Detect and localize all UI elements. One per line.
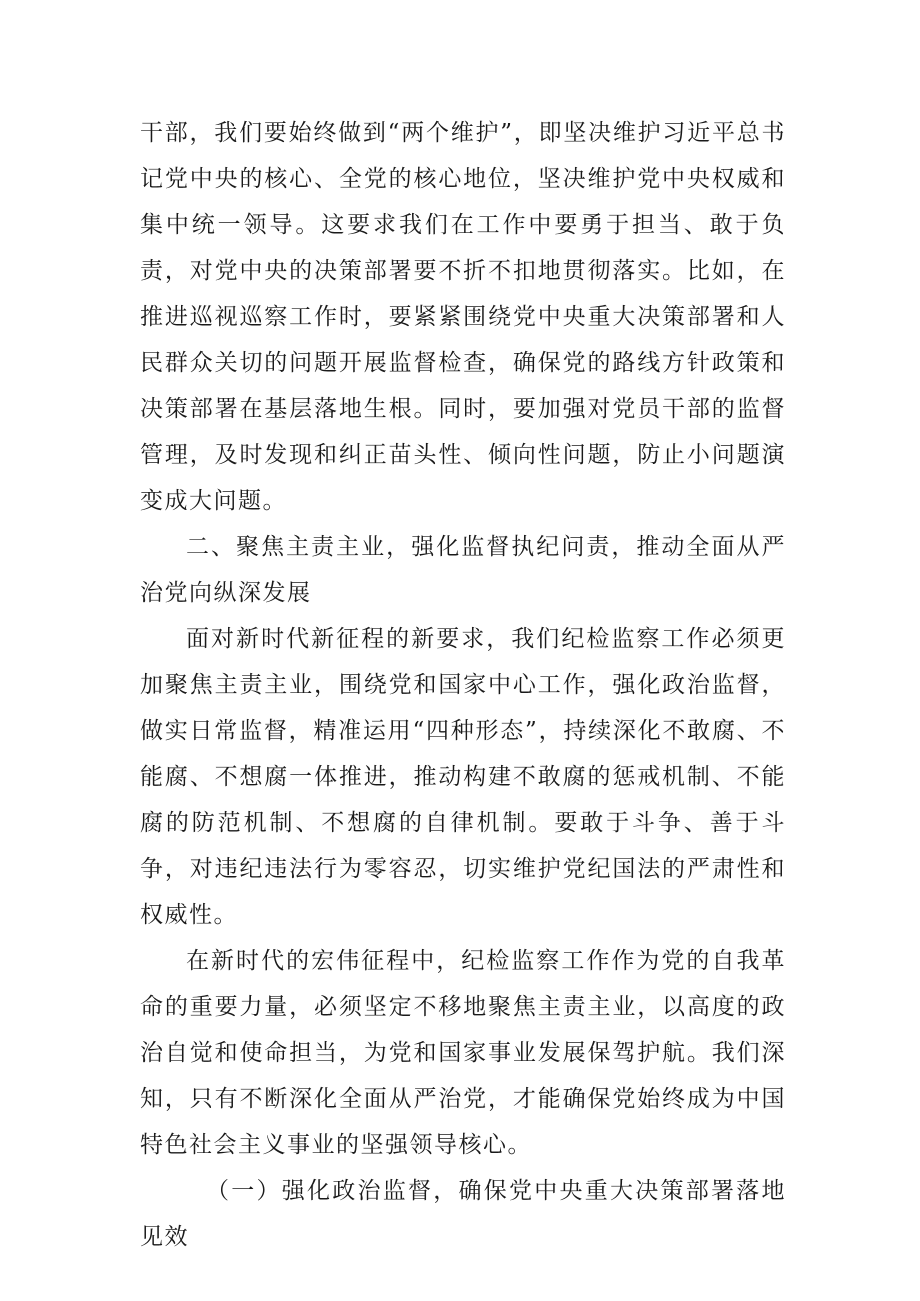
- body-paragraph: 面对新时代新征程的新要求，我们纪检监察工作必须更加聚焦主责主业，围绕党和国家中心工作，强化政治监督，做实日常监督，精准运用“四种形态”，持续深化不敢腐、不能腐、不想腐一体推进，推动构建不敢腐的惩戒机制、不能腐的防范机制、不想腐的自律机制。要敢于斗争、善于斗争，对违纪违法行为零容忍，切实维护党纪国法的严肃性和权威性。: [140, 626, 786, 928]
- document-body: [140, 110, 786, 1260]
- section-heading-2: 二、聚焦主责主业，强化监督执纪问责，推动全面从严治党向纵深发展: [140, 534, 786, 606]
- body-paragraph: 在新时代的宏伟征程中，纪检监察工作作为党的自我革命的重要力量，必须坚定不移地聚焦主责主业，以高度的政治自觉和使命担当，为党和国家事业发展保驾护航。我们深知，只有不断深化全面从严治党，才能确保党始终成为中国特色社会主义事业的坚强领导核心。: [140, 948, 786, 1158]
- body-paragraph-continued: 干部，我们要始终做到“两个维护”，即坚决维护习近平总书记党中央的核心、全党的核心地位，坚决维护党中央权威和集中统一领导。这要求我们在工作中要勇于担当、敢于负责，对党中央的决策部署要不折不扣地贯彻落实。比如，在推进巡视巡察工作时，要紧紧围绕党中央重大决策部署和人民群众关切的问题开展监督检查，确保党的路线方针政策和决策部署在基层落地生根。同时，要加强对党员干部的监督管理，及时发现和纠正苗头性、倾向性问题，防止小问题演变成大问题。: [140, 120, 786, 514]
- subsection-heading-1: （一）强化政治监督，确保党中央重大决策部署落地见效: [140, 1178, 786, 1250]
